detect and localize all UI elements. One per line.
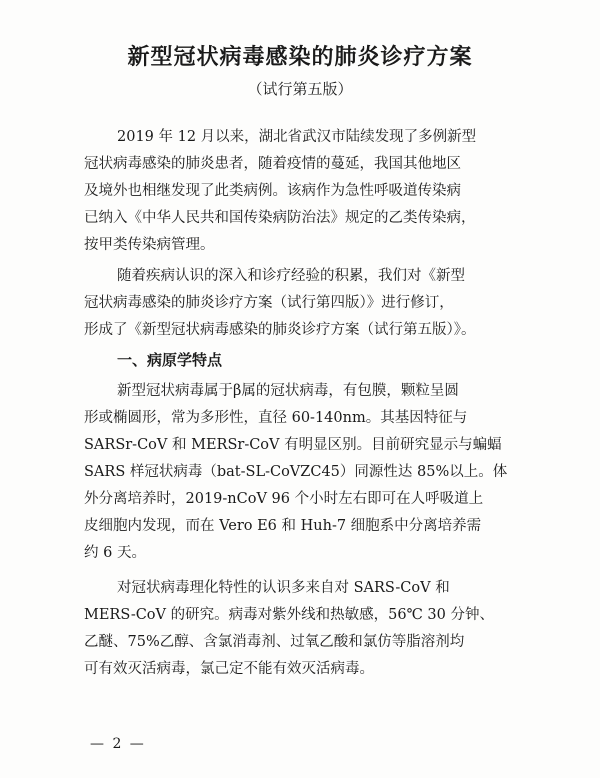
text-line: 约 6 天。 bbox=[84, 545, 146, 561]
text-line: 冠状病毒感染的肺炎诊疗方案（试行第四版）》进行修订， bbox=[84, 295, 454, 311]
text-line: 新型冠状病毒属于β属的冠状病毒，有包膜，颗粒呈圆 bbox=[117, 383, 459, 399]
text-line: 对冠状病毒理化特性的认识多来自对 SARS-CoV 和 bbox=[117, 580, 450, 596]
page-number: — 2 — bbox=[90, 736, 146, 752]
paragraph-3 bbox=[84, 378, 524, 567]
text-line: 及境外也相继发现了此类病例。该病作为急性呼吸道传染病 bbox=[84, 183, 461, 199]
text-line: 2019 年 12 月以来，湖北省武汉市陆续发现了多例新型 bbox=[117, 129, 477, 145]
section-heading: 一、病原学特点 bbox=[117, 351, 223, 369]
document-title: 新型冠状病毒感染的肺炎诊疗方案 bbox=[127, 44, 473, 70]
text-line: 乙醚、75%乙醇、含氯消毒剂、过氧乙酸和氯仿等脂溶剂均 bbox=[84, 634, 465, 650]
paragraph-1 bbox=[84, 124, 524, 259]
text-line: 按甲类传染病管理。 bbox=[84, 237, 215, 253]
text-line: 形或椭圆形，常为多形性，直径 60-140nm。其基因特征与 bbox=[84, 410, 468, 426]
paragraph-4 bbox=[84, 575, 524, 683]
text-line: 形成了《新型冠状病毒感染的肺炎诊疗方案（试行第五版）》。 bbox=[84, 322, 476, 338]
text-line: 可有效灭活病毒，氯己定不能有效灭活病毒。 bbox=[84, 661, 374, 677]
text-line: SARSr-CoV 和 MERSr-CoV 有明显区别。目前研究显示与蝙蝠 bbox=[84, 437, 502, 453]
text-line: 冠状病毒感染的肺炎患者，随着疫情的蔓延，我国其他地区 bbox=[84, 156, 461, 172]
paragraph-2 bbox=[84, 263, 524, 344]
text-line: 随着疾病认识的深入和诊疗经验的积累，我们对《新型 bbox=[117, 268, 465, 284]
text-line: SARS 样冠状病毒（bat-SL-CoVZC45）同源性达 85%以上。体 bbox=[84, 464, 508, 480]
text-line: MERS-CoV 的研究。病毒对紫外线和热敏感，56℃ 30 分钟、 bbox=[84, 607, 494, 623]
text-line: 已纳入《中华人民共和国传染病防治法》规定的乙类传染病， bbox=[84, 210, 476, 226]
document-subtitle: （试行第五版） bbox=[247, 80, 353, 98]
text-line: 皮细胞内发现，而在 Vero E6 和 Huh-7 细胞系中分离培养需 bbox=[84, 518, 482, 534]
text-line: 外分离培养时，2019-nCoV 96 个小时左右即可在人呼吸道上 bbox=[84, 491, 484, 507]
